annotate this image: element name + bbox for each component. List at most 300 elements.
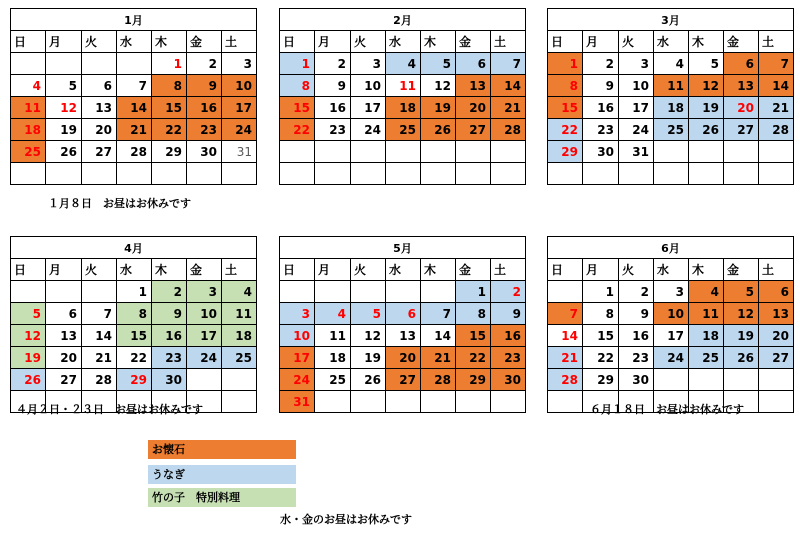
day-cell: 25: [11, 141, 46, 163]
day-cell: 19: [421, 97, 456, 119]
empty-cell: [117, 53, 152, 75]
day-cell: 12: [11, 325, 46, 347]
day-cell: 28: [82, 369, 117, 391]
week-row: [548, 141, 794, 163]
day-cell: 24: [280, 369, 315, 391]
day-cell: 26: [724, 347, 759, 369]
day-cell: 5: [689, 53, 724, 75]
day-cell: 17: [222, 97, 257, 119]
weekday-header: 火: [619, 31, 654, 53]
weekday-header: 日: [11, 31, 46, 53]
empty-cell: [619, 163, 654, 185]
day-cell: 7: [82, 303, 117, 325]
legend-kaiseki: [148, 440, 296, 459]
weekday-header: 金: [187, 31, 222, 53]
week-row: [11, 163, 257, 185]
day-cell: 24: [187, 347, 222, 369]
day-cell: 27: [82, 141, 117, 163]
month-table: [279, 236, 526, 413]
day-cell: 3: [351, 53, 386, 75]
day-cell: 23: [315, 119, 351, 141]
day-cell: 10: [654, 303, 689, 325]
week-row: [548, 369, 794, 391]
day-cell: 12: [689, 75, 724, 97]
weekday-header: 日: [11, 259, 46, 281]
week-row: [548, 97, 794, 119]
empty-cell: [583, 163, 619, 185]
day-cell: 26: [11, 369, 46, 391]
week-row: [548, 53, 794, 75]
empty-cell: [82, 53, 117, 75]
week-row: [548, 281, 794, 303]
day-cell: 16: [583, 97, 619, 119]
day-cell: 29: [583, 369, 619, 391]
empty-cell: [280, 141, 315, 163]
day-cell: 22: [456, 347, 491, 369]
day-cell: 20: [759, 325, 794, 347]
day-cell: 23: [152, 347, 187, 369]
empty-cell: [421, 163, 456, 185]
empty-cell: [456, 391, 491, 413]
weekday-header: 水: [386, 259, 421, 281]
legend-takenoko-label: 竹の子 特別料理: [152, 491, 240, 504]
day-cell: 18: [222, 325, 257, 347]
day-cell: 4: [11, 75, 46, 97]
day-cell: 20: [456, 97, 491, 119]
weekday-header: 火: [351, 259, 386, 281]
day-cell: 14: [421, 325, 456, 347]
weekday-header: 水: [654, 31, 689, 53]
day-cell: 21: [759, 97, 794, 119]
day-cell: 10: [619, 75, 654, 97]
day-cell: 20: [46, 347, 82, 369]
day-cell: 2: [583, 53, 619, 75]
day-cell: 3: [222, 53, 257, 75]
day-cell: 8: [548, 75, 583, 97]
day-cell: 28: [759, 119, 794, 141]
day-cell: 15: [152, 97, 187, 119]
day-cell: 10: [222, 75, 257, 97]
day-cell: 25: [654, 119, 689, 141]
day-cell: 31: [619, 141, 654, 163]
week-row: [280, 369, 526, 391]
week-row: [11, 53, 257, 75]
day-cell: 9: [315, 75, 351, 97]
empty-cell: [548, 391, 583, 413]
day-cell: 7: [759, 53, 794, 75]
day-cell: 29: [117, 369, 152, 391]
weekday-header: 土: [491, 31, 526, 53]
weekday-header: 月: [315, 31, 351, 53]
empty-cell: [491, 163, 526, 185]
day-cell: 15: [117, 325, 152, 347]
day-cell: 30: [583, 141, 619, 163]
weekday-header: 木: [152, 31, 187, 53]
month-table: [547, 236, 794, 413]
day-cell: 30: [152, 369, 187, 391]
week-row: [548, 163, 794, 185]
week-row: [11, 347, 257, 369]
day-cell: 17: [187, 325, 222, 347]
empty-cell: [315, 281, 351, 303]
weekday-header: 日: [280, 31, 315, 53]
empty-cell: [386, 281, 421, 303]
weekday-header: 金: [187, 259, 222, 281]
day-cell: 22: [280, 119, 315, 141]
weekday-header: 月: [46, 259, 82, 281]
weekday-header: 金: [456, 31, 491, 53]
day-cell: 6: [46, 303, 82, 325]
weekday-header: 金: [724, 259, 759, 281]
day-cell: 13: [46, 325, 82, 347]
day-cell: 9: [619, 303, 654, 325]
day-cell: 19: [11, 347, 46, 369]
empty-cell: [46, 163, 82, 185]
calendar-april: [10, 236, 257, 413]
day-cell: 9: [491, 303, 526, 325]
weekday-header: 木: [421, 259, 456, 281]
weekday-header: 水: [386, 31, 421, 53]
day-cell: 3: [187, 281, 222, 303]
day-cell: 14: [759, 75, 794, 97]
week-row: [280, 119, 526, 141]
empty-cell: [11, 281, 46, 303]
day-cell: 6: [759, 281, 794, 303]
day-cell: 11: [654, 75, 689, 97]
empty-cell: [689, 141, 724, 163]
day-cell: 15: [583, 325, 619, 347]
april-note: ４月２日・２３日 お昼はお休みです: [16, 403, 203, 416]
empty-cell: [46, 53, 82, 75]
week-row: [11, 141, 257, 163]
day-cell: 10: [280, 325, 315, 347]
day-cell: 21: [82, 347, 117, 369]
day-cell: 12: [351, 325, 386, 347]
day-cell: 2: [187, 53, 222, 75]
month-title: 4月: [11, 237, 257, 259]
day-cell: 11: [386, 75, 421, 97]
week-row: [548, 75, 794, 97]
day-cell: 19: [724, 325, 759, 347]
day-cell: 5: [724, 281, 759, 303]
footer-note: 水・金のお昼はお休みです: [280, 513, 412, 526]
day-cell: 16: [187, 97, 222, 119]
day-cell: 31: [222, 141, 257, 163]
weekday-header: 金: [724, 31, 759, 53]
weekday-header: 木: [689, 31, 724, 53]
day-cell: 17: [619, 97, 654, 119]
weekday-header: 土: [222, 31, 257, 53]
empty-cell: [421, 281, 456, 303]
day-cell: 18: [654, 97, 689, 119]
legend-unagi-label: うなぎ: [152, 468, 185, 481]
day-cell: 24: [222, 119, 257, 141]
day-cell: 23: [187, 119, 222, 141]
day-cell: 25: [222, 347, 257, 369]
calendar-february: [279, 8, 526, 185]
weekday-header: 木: [689, 259, 724, 281]
day-cell: 16: [315, 97, 351, 119]
day-cell: 8: [117, 303, 152, 325]
week-row: [280, 141, 526, 163]
empty-cell: [315, 141, 351, 163]
empty-cell: [421, 391, 456, 413]
week-row: [11, 325, 257, 347]
calendar-march: [547, 8, 794, 185]
day-cell: 30: [187, 141, 222, 163]
day-cell: 17: [654, 325, 689, 347]
day-cell: 7: [421, 303, 456, 325]
day-cell: 21: [421, 347, 456, 369]
month-table: [279, 8, 526, 185]
empty-cell: [456, 141, 491, 163]
weekday-header: 月: [46, 31, 82, 53]
weekday-header: 火: [82, 259, 117, 281]
week-row: [280, 347, 526, 369]
week-row: [11, 97, 257, 119]
empty-cell: [654, 163, 689, 185]
weekday-header: 日: [280, 259, 315, 281]
empty-cell: [315, 163, 351, 185]
empty-cell: [654, 141, 689, 163]
week-row: [280, 97, 526, 119]
day-cell: 23: [583, 119, 619, 141]
empty-cell: [689, 163, 724, 185]
day-cell: 11: [315, 325, 351, 347]
day-cell: 30: [619, 369, 654, 391]
empty-cell: [187, 369, 222, 391]
day-cell: 4: [315, 303, 351, 325]
day-cell: 24: [619, 119, 654, 141]
day-cell: 8: [280, 75, 315, 97]
day-cell: 10: [187, 303, 222, 325]
day-cell: 12: [724, 303, 759, 325]
day-cell: 28: [548, 369, 583, 391]
day-cell: 27: [759, 347, 794, 369]
weekday-header: 月: [315, 259, 351, 281]
day-cell: 31: [280, 391, 315, 413]
day-cell: 26: [689, 119, 724, 141]
empty-cell: [386, 391, 421, 413]
month-title: 2月: [280, 9, 526, 31]
weekday-header: 月: [583, 31, 619, 53]
day-cell: 24: [351, 119, 386, 141]
day-cell: 11: [689, 303, 724, 325]
day-cell: 17: [351, 97, 386, 119]
day-cell: 26: [46, 141, 82, 163]
day-cell: 25: [689, 347, 724, 369]
empty-cell: [46, 281, 82, 303]
day-cell: 6: [386, 303, 421, 325]
day-cell: 27: [456, 119, 491, 141]
empty-cell: [548, 163, 583, 185]
day-cell: 21: [117, 119, 152, 141]
month-title: 1月: [11, 9, 257, 31]
weekday-header: 土: [759, 31, 794, 53]
day-cell: 5: [46, 75, 82, 97]
empty-cell: [421, 141, 456, 163]
week-row: [11, 119, 257, 141]
day-cell: 29: [152, 141, 187, 163]
day-cell: 2: [315, 53, 351, 75]
day-cell: 28: [117, 141, 152, 163]
june-note: ６月１８日 お昼はお休みです: [590, 403, 744, 416]
day-cell: 12: [421, 75, 456, 97]
day-cell: 18: [689, 325, 724, 347]
empty-cell: [491, 391, 526, 413]
day-cell: 11: [222, 303, 257, 325]
day-cell: 4: [689, 281, 724, 303]
day-cell: 4: [386, 53, 421, 75]
empty-cell: [724, 141, 759, 163]
legend-kaiseki-label: お懐石: [152, 443, 185, 456]
day-cell: 22: [117, 347, 152, 369]
day-cell: 1: [117, 281, 152, 303]
day-cell: 3: [280, 303, 315, 325]
week-row: [11, 303, 257, 325]
day-cell: 13: [82, 97, 117, 119]
empty-cell: [222, 391, 257, 413]
day-cell: 13: [456, 75, 491, 97]
week-row: [280, 303, 526, 325]
calendar-may: [279, 236, 526, 413]
empty-cell: [759, 141, 794, 163]
day-cell: 2: [619, 281, 654, 303]
day-cell: 17: [280, 347, 315, 369]
empty-cell: [491, 141, 526, 163]
day-cell: 19: [351, 347, 386, 369]
empty-cell: [724, 163, 759, 185]
week-row: [548, 303, 794, 325]
weekday-header: 月: [583, 259, 619, 281]
empty-cell: [759, 391, 794, 413]
day-cell: 14: [548, 325, 583, 347]
legend-unagi: [148, 465, 296, 484]
day-cell: 18: [315, 347, 351, 369]
month-title: 3月: [548, 9, 794, 31]
legend-takenoko: [148, 488, 296, 507]
day-cell: 13: [724, 75, 759, 97]
day-cell: 3: [654, 281, 689, 303]
day-cell: 7: [491, 53, 526, 75]
day-cell: 1: [280, 53, 315, 75]
month-table: [10, 236, 257, 413]
day-cell: 22: [583, 347, 619, 369]
day-cell: 26: [421, 119, 456, 141]
day-cell: 9: [152, 303, 187, 325]
day-cell: 21: [548, 347, 583, 369]
empty-cell: [11, 163, 46, 185]
day-cell: 5: [421, 53, 456, 75]
empty-cell: [117, 163, 152, 185]
empty-cell: [152, 163, 187, 185]
calendar-january: [10, 8, 257, 185]
day-cell: 11: [11, 97, 46, 119]
month-table: [10, 8, 257, 185]
day-cell: 23: [491, 347, 526, 369]
empty-cell: [654, 369, 689, 391]
week-row: [280, 281, 526, 303]
day-cell: 26: [351, 369, 386, 391]
empty-cell: [82, 163, 117, 185]
day-cell: 14: [491, 75, 526, 97]
week-row: [11, 75, 257, 97]
week-row: [280, 325, 526, 347]
weekday-header: 火: [351, 31, 386, 53]
day-cell: 3: [619, 53, 654, 75]
empty-cell: [187, 163, 222, 185]
weekday-header: 木: [421, 31, 456, 53]
day-cell: 6: [724, 53, 759, 75]
day-cell: 27: [46, 369, 82, 391]
empty-cell: [689, 369, 724, 391]
week-row: [280, 391, 526, 413]
day-cell: 6: [82, 75, 117, 97]
day-cell: 16: [152, 325, 187, 347]
day-cell: 2: [491, 281, 526, 303]
day-cell: 9: [187, 75, 222, 97]
january-note: １月８日 お昼はお休みです: [48, 197, 191, 210]
day-cell: 4: [222, 281, 257, 303]
week-row: [280, 75, 526, 97]
week-row: [11, 369, 257, 391]
empty-cell: [351, 163, 386, 185]
weekday-header: 火: [82, 31, 117, 53]
weekday-header: 水: [117, 259, 152, 281]
day-cell: 15: [456, 325, 491, 347]
weekday-header: 日: [548, 31, 583, 53]
calendar-june: [547, 236, 794, 413]
weekday-header: 土: [759, 259, 794, 281]
weekday-header: 水: [117, 31, 152, 53]
day-cell: 16: [619, 325, 654, 347]
month-table: [547, 8, 794, 185]
weekday-header: 土: [491, 259, 526, 281]
day-cell: 18: [11, 119, 46, 141]
day-cell: 29: [456, 369, 491, 391]
week-row: [548, 347, 794, 369]
empty-cell: [759, 163, 794, 185]
day-cell: 10: [351, 75, 386, 97]
day-cell: 15: [548, 97, 583, 119]
empty-cell: [222, 163, 257, 185]
day-cell: 22: [548, 119, 583, 141]
day-cell: 2: [152, 281, 187, 303]
empty-cell: [351, 281, 386, 303]
day-cell: 28: [491, 119, 526, 141]
empty-cell: [11, 53, 46, 75]
day-cell: 20: [724, 97, 759, 119]
empty-cell: [280, 163, 315, 185]
empty-cell: [351, 141, 386, 163]
day-cell: 7: [117, 75, 152, 97]
day-cell: 29: [548, 141, 583, 163]
weekday-header: 木: [152, 259, 187, 281]
day-cell: 7: [548, 303, 583, 325]
day-cell: 15: [280, 97, 315, 119]
day-cell: 5: [351, 303, 386, 325]
day-cell: 27: [386, 369, 421, 391]
empty-cell: [456, 163, 491, 185]
day-cell: 1: [548, 53, 583, 75]
empty-cell: [724, 369, 759, 391]
day-cell: 1: [152, 53, 187, 75]
day-cell: 19: [46, 119, 82, 141]
day-cell: 28: [421, 369, 456, 391]
week-row: [280, 163, 526, 185]
week-row: [548, 119, 794, 141]
weekday-header: 火: [619, 259, 654, 281]
